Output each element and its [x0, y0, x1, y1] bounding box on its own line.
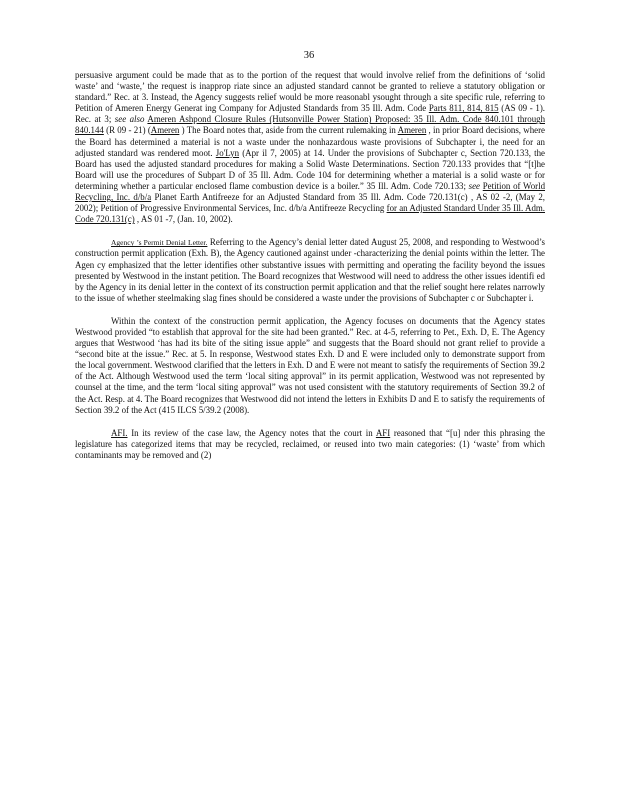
text-run: , in prior Board decisions, where the Board has determined a material is not a waste under the nonhazardous waste provisions of Subchapter i, the need for an adjusted standard was rendered moot.	[75, 125, 545, 158]
text-run: (R 09 - 21) (	[103, 125, 151, 136]
text-run: In its review of the case law, the Agency notes that the court in	[127, 427, 376, 438]
text-run: ) The Board notes that, aside from the current rulemaking in	[179, 125, 398, 136]
underlined-citation: AFI	[375, 427, 391, 438]
underlined-citation: for an Adjusted Standard Under 35 Ill. Adm. Code 720.131(c)	[75, 203, 545, 225]
underlined-citation: Ameren	[397, 125, 427, 136]
text-run: Planet Earth Antifreeze for an Adjusted Standard from 35 Ill. Adm. Code 720.131(c) , AS 02 -2, (May 2, 2002); Petition of Progressive Environmental Services, Inc. d/b/a Antifreeze Recycling	[75, 192, 545, 214]
paragraph	[75, 428, 545, 461]
underlined-citation: Jo'Lyn	[215, 147, 240, 158]
underlined-citation: Petition of World Recycling, Inc. d/b/a	[75, 180, 546, 203]
text-run: reasoned that “[u] nder this phrasing the legislature has categorized items that may be recycled, reclaimed, or reused into two main categories: (1) ‘waste’ from which contaminants may be removed and (2)	[75, 427, 545, 460]
paragraph	[75, 70, 545, 225]
underlined-citation: Parts 811, 814, 815	[428, 103, 499, 114]
page-number: 36	[303, 50, 315, 61]
text-run: Referring to the Agency’s denial letter dated August 25, 2008, and responding to Westwood’s construction permit application (Exh. B), the Agency cautioned against under -characterizing the denial points within the letter. The Agen cy emphasized that the letter identifies other substantive issues with permitting and operating the facility beyond the issues presented by Westwood in the instant petition. The Board recognizes that Westwood will need to address the other issues identifi ed by the Agency in its denial letter in the context of its construction permit application and that the relief sought here relates narrowly to the issue of whether steelmaking slag fines should be considered a waste under the provisions of Subchapter c or Subchapter i.	[75, 237, 545, 303]
text-run: persuasive argument could be made that as to the portion of the request that would involve relief from the definitions of ‘solid waste’ and ‘waste,’ the request is inapprop riate since an adjusted standard cannot be granted to relieve a statutory obligation or standard.” Rec. at 3. Instead, the Agency suggests relief would be more reasonabl ysought through a site specific rule, referring to Petition of Ameren Energy Generat ing Company for Adjusted Standards from 35 Ill. Adm. Code	[75, 70, 545, 114]
text-run: Within the context of the construction permit application, the Agency focuses on documents that the Agency states Westwood provided “to establish that approval for the site had been granted.” Rec. at 4-5, referring to Pet., Exh. D, E. The Agency argues that Westwood ‘has had its bite of the siting issue apple” and suggests that the Board should not grant relief to provide a “second bite at the issue.” Rec. at 5. In response, Westwood states Exh. D and E were included only to demonstrate support from the local government. Westwood clarified that the letters in Exh. D and E were not meant to satisfy the requirements of Section 39.2 of the Act. Although Westwood used the term ‘local siting approval” in its permit application, Westwood was not represented by counsel at the time, and the term ‘local siting approval” was not used consistent with the statutory requirements of Section 39.2 of the Act. Resp. at 4. The Board recognizes that Westwood did not intend the letters in Exhibits D and E to satisfy the requirements of Section 39.2 of the Act (415 ILCS 5/39.2 (2008).	[75, 315, 545, 415]
section-heading: Agency ’s Permit Denial Letter.	[111, 238, 208, 248]
underlined-citation: Ameren Ashpond Closure Rules (Hutsonville Power Station) Proposed: 35 Ill. Adm. Code 840.101 through 840.144	[75, 114, 546, 136]
text-run: (AS 09 - 1). Rec. at 3;	[75, 103, 546, 125]
body-text	[75, 70, 545, 461]
underlined-citation: AFI.	[111, 427, 128, 438]
text-run: , AS 01 -7, (Jan. 10, 2002).	[134, 214, 233, 225]
underlined-citation: Ameren	[150, 125, 180, 136]
italic-signal: see	[468, 180, 480, 191]
italic-signal: see also	[114, 114, 145, 125]
text-run: (Apr il 7, 2005) at 14. Under the provisions of Subchapter c, Section 720.133, the Board has used the adjusted standard procedures for making a Solid Waste Determinations. Section 720.133 provides that “[t]he Board will use the procedures of Subpart D of 35 Ill. Adm. Code 104 for determining whether a material is a solid waste or for determining whether a particular enclosed flame combustion device is a boiler.” 35 Ill. Adm. Code 720.133;	[75, 147, 545, 191]
paragraph	[75, 316, 545, 416]
paragraph	[75, 237, 545, 304]
